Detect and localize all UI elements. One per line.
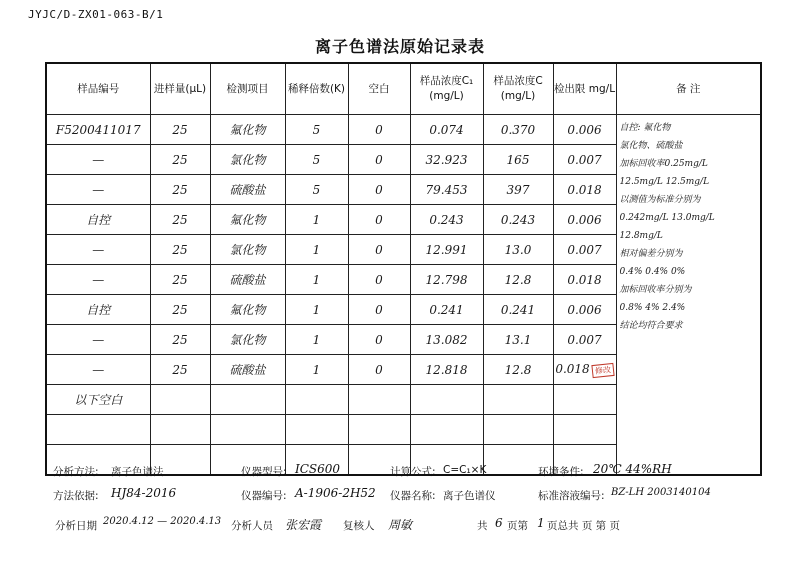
blank-value: 0 bbox=[375, 272, 383, 287]
page-mid-label: 页第 bbox=[507, 520, 528, 532]
note-line: 以测值为标准分别为 bbox=[619, 195, 701, 205]
dilution: 1 bbox=[312, 242, 321, 257]
conc-c: 12.8 bbox=[504, 272, 532, 287]
conc-c1-cell bbox=[410, 325, 483, 355]
test-item-cell bbox=[210, 175, 285, 205]
correction-stamp: 修改 bbox=[591, 363, 614, 378]
dilution: 1 bbox=[312, 302, 321, 317]
sample-id-cell bbox=[46, 385, 150, 415]
conc-c-cell bbox=[483, 175, 553, 205]
sample-id: F5200411017 bbox=[55, 122, 141, 137]
conc-c-cell bbox=[483, 145, 553, 175]
blank-value: 0 bbox=[375, 242, 383, 257]
page-title: 离子色谱法原始记录表 bbox=[314, 37, 485, 56]
volume-cell bbox=[150, 415, 210, 445]
volume-cell bbox=[150, 175, 210, 205]
conc-c1: 0.074 bbox=[429, 122, 464, 137]
sample-id: — bbox=[92, 362, 105, 377]
conc-c: 0.241 bbox=[500, 302, 536, 317]
header-dilution: 稀释倍数(K) bbox=[285, 63, 348, 115]
dilution: 1 bbox=[312, 362, 321, 377]
model-label: 仪器型号: bbox=[241, 466, 287, 478]
sample-id-cell bbox=[46, 415, 150, 445]
page-suffix: 页总共 页 第 页 bbox=[547, 520, 621, 532]
volume-cell bbox=[150, 145, 210, 175]
volume: 25 bbox=[172, 242, 188, 257]
conc-c: 13.0 bbox=[504, 242, 532, 257]
dilution-cell bbox=[285, 235, 348, 265]
header-row bbox=[46, 63, 761, 115]
test-item: 氯化物 bbox=[229, 333, 266, 347]
conc-c-cell bbox=[483, 205, 553, 235]
sample-id: — bbox=[92, 332, 105, 347]
conc-c-cell bbox=[483, 415, 553, 445]
sample-id: 以下空白 bbox=[74, 393, 123, 407]
test-item-cell bbox=[210, 385, 285, 415]
test-item: 硫酸盐 bbox=[229, 183, 266, 197]
conc-c1: 12.991 bbox=[425, 242, 468, 257]
note-line: 0.242mg/L 13.0mg/L bbox=[619, 213, 715, 223]
reviewer-label: 复核人 bbox=[343, 520, 375, 532]
test-item-cell bbox=[210, 415, 285, 445]
record-table bbox=[45, 62, 762, 476]
dilution-cell bbox=[285, 265, 348, 295]
blank-value-cell bbox=[348, 175, 410, 205]
sample-id-cell bbox=[46, 235, 150, 265]
lod: 0.006 bbox=[567, 212, 602, 227]
lod-cell bbox=[553, 145, 616, 175]
conc-c: 165 bbox=[506, 152, 530, 167]
test-item-cell bbox=[210, 295, 285, 325]
lod: 0.018 bbox=[567, 272, 602, 287]
blank-value: 0 bbox=[375, 182, 383, 197]
dilution: 1 bbox=[312, 272, 321, 287]
document-id: JYJC/D-ZX01-063-B/1 bbox=[28, 8, 164, 21]
volume: 25 bbox=[172, 362, 188, 377]
analyst-signature: 张宏霞 bbox=[285, 518, 322, 532]
header-item: 检测项目 bbox=[210, 63, 285, 115]
conc-c-cell bbox=[483, 235, 553, 265]
header-conc-c1: 样品浓度C₁ (mg/L) bbox=[410, 63, 483, 115]
conc-c1: 79.453 bbox=[425, 182, 468, 197]
header-blank: 空白 bbox=[348, 63, 410, 115]
blank-value-cell bbox=[348, 235, 410, 265]
lod: 0.018 bbox=[555, 362, 590, 376]
lod: 0.006 bbox=[567, 302, 602, 317]
volume-cell bbox=[150, 355, 210, 385]
volume: 25 bbox=[172, 122, 188, 137]
test-item: 氯化物 bbox=[229, 153, 266, 167]
conc-c-cell bbox=[483, 265, 553, 295]
dilution: 1 bbox=[312, 332, 321, 347]
blank-value-cell bbox=[348, 145, 410, 175]
analyst-label: 分析人员 bbox=[231, 520, 273, 532]
volume-cell bbox=[150, 325, 210, 355]
lod: 0.018 bbox=[567, 182, 602, 197]
volume: 25 bbox=[172, 152, 188, 167]
sample-id: — bbox=[92, 152, 105, 167]
instr-no-label: 仪器编号: bbox=[241, 490, 287, 502]
conc-c1-cell bbox=[410, 235, 483, 265]
blank-value-cell bbox=[348, 115, 410, 145]
dilution-cell bbox=[285, 325, 348, 355]
dilution: 5 bbox=[312, 122, 321, 137]
lod: 0.007 bbox=[567, 152, 602, 167]
page-number: 1 bbox=[537, 516, 545, 530]
blank-value-cell bbox=[348, 385, 410, 415]
note-line: 自控: 氟化物 bbox=[619, 123, 671, 133]
conc-c1: 12.798 bbox=[425, 272, 468, 287]
conc-c: 0.243 bbox=[500, 212, 536, 227]
reviewer-signature: 周敏 bbox=[388, 518, 413, 532]
test-item-cell bbox=[210, 145, 285, 175]
volume: 25 bbox=[172, 332, 188, 347]
lod: 0.006 bbox=[567, 122, 602, 137]
volume-cell bbox=[150, 385, 210, 415]
conc-c-cell bbox=[483, 385, 553, 415]
note-line: 12.8mg/L bbox=[619, 231, 663, 241]
volume-cell bbox=[150, 295, 210, 325]
blank-value-cell bbox=[348, 415, 410, 445]
blank-value: 0 bbox=[375, 122, 383, 137]
lod-cell bbox=[553, 115, 616, 145]
conc-c: 13.1 bbox=[504, 332, 532, 347]
dilution-cell bbox=[285, 385, 348, 415]
note-line: 0.4% 0.4% 0% bbox=[619, 267, 686, 277]
lod-cell bbox=[553, 205, 616, 235]
env-label: 环境条件: bbox=[538, 466, 584, 478]
sample-id-cell bbox=[46, 115, 150, 145]
conc-c1-cell bbox=[410, 385, 483, 415]
sample-id-cell bbox=[46, 175, 150, 205]
lod-cell bbox=[553, 385, 616, 415]
conc-c: 397 bbox=[506, 182, 530, 197]
header-sample-id: 样品编号 bbox=[46, 63, 150, 115]
conc-c1-cell bbox=[410, 415, 483, 445]
conc-c-cell bbox=[483, 115, 553, 145]
blank-value-cell bbox=[348, 355, 410, 385]
pages-label: 共 bbox=[477, 520, 488, 532]
header-conc-c: 样品浓度C (mg/L) bbox=[483, 63, 553, 115]
dilution: 1 bbox=[312, 212, 321, 227]
sample-id-cell bbox=[46, 355, 150, 385]
dilution: 5 bbox=[312, 182, 321, 197]
method-value: 离子色谱法 bbox=[111, 466, 164, 478]
blank-value: 0 bbox=[375, 332, 383, 347]
test-item: 硫酸盐 bbox=[229, 273, 266, 287]
note-line: 氯化物、硫酸盐 bbox=[619, 141, 683, 151]
conc-c: 0.370 bbox=[500, 122, 536, 137]
dilution-cell bbox=[285, 175, 348, 205]
formula-value: C=C₁×K bbox=[443, 464, 487, 476]
test-item-cell bbox=[210, 325, 285, 355]
note-line: 加标回收率0.25mg/L bbox=[619, 159, 708, 169]
test-item-cell bbox=[210, 355, 285, 385]
header-notes: 备 注 bbox=[616, 63, 761, 115]
dilution-cell bbox=[285, 145, 348, 175]
volume-cell bbox=[150, 265, 210, 295]
dilution-cell bbox=[285, 295, 348, 325]
test-item: 氟化物 bbox=[229, 303, 266, 317]
test-item: 氟化物 bbox=[229, 213, 266, 227]
conc-c-cell bbox=[483, 295, 553, 325]
lod-cell bbox=[553, 295, 616, 325]
sample-id-cell bbox=[46, 295, 150, 325]
volume: 25 bbox=[172, 302, 188, 317]
blank-value-cell bbox=[348, 265, 410, 295]
test-item-cell bbox=[210, 235, 285, 265]
conc-c1-cell bbox=[410, 295, 483, 325]
volume-cell bbox=[150, 235, 210, 265]
note-line: 0.8% 4% 2.4% bbox=[619, 303, 686, 313]
dilution-cell bbox=[285, 115, 348, 145]
model-value: ICS600 bbox=[295, 462, 341, 476]
header-volume: 进样量(μL) bbox=[150, 63, 210, 115]
lod-cell bbox=[553, 415, 616, 445]
conc-c1: 0.243 bbox=[429, 212, 464, 227]
test-item: 氟化物 bbox=[229, 123, 266, 137]
conc-c1: 0.241 bbox=[429, 302, 464, 317]
conc-c1-cell bbox=[410, 145, 483, 175]
lod: 0.007 bbox=[567, 242, 602, 257]
sample-id: — bbox=[92, 182, 105, 197]
date-value: 2020.4.12 — 2020.4.13 bbox=[103, 516, 222, 527]
blank-value: 0 bbox=[375, 152, 383, 167]
basis-value: HJ84-2016 bbox=[111, 486, 177, 500]
blank-value-cell bbox=[348, 295, 410, 325]
conc-c1-cell bbox=[410, 175, 483, 205]
conc-c1-cell bbox=[410, 355, 483, 385]
date-label: 分析日期 bbox=[55, 520, 97, 532]
header-lod: 检出限 mg/L bbox=[553, 63, 616, 115]
lod-cell bbox=[553, 265, 616, 295]
method-label: 分析方法: bbox=[53, 466, 99, 478]
pages-total: 6 bbox=[495, 516, 503, 530]
note-line: 12.5mg/L 12.5mg/L bbox=[619, 177, 710, 187]
test-item: 氯化物 bbox=[229, 243, 266, 257]
lod-cell bbox=[553, 355, 616, 385]
conc-c1: 32.923 bbox=[425, 152, 468, 167]
lod-cell bbox=[553, 175, 616, 205]
sample-id: 自控 bbox=[86, 303, 111, 317]
basis-label: 方法依据: bbox=[53, 490, 99, 502]
test-item: 硫酸盐 bbox=[229, 363, 266, 377]
dilution-cell bbox=[285, 355, 348, 385]
sample-id-cell bbox=[46, 265, 150, 295]
sample-id-cell bbox=[46, 145, 150, 175]
note-line: 相对偏差分别为 bbox=[619, 249, 683, 259]
dilution: 5 bbox=[312, 152, 321, 167]
dilution-cell bbox=[285, 415, 348, 445]
std-value: BZ-LH 2003140104 bbox=[611, 487, 711, 498]
sample-id: — bbox=[92, 272, 105, 287]
dilution-cell bbox=[285, 205, 348, 235]
lod: 0.007 bbox=[567, 332, 602, 347]
test-item-cell bbox=[210, 205, 285, 235]
volume: 25 bbox=[172, 212, 188, 227]
volume: 25 bbox=[172, 272, 188, 287]
lod-cell bbox=[553, 325, 616, 355]
conc-c1-cell bbox=[410, 115, 483, 145]
conc-c: 12.8 bbox=[504, 362, 532, 377]
test-item-cell bbox=[210, 115, 285, 145]
instr-no-value: A-1906-2H52 bbox=[295, 486, 376, 500]
sample-id-cell bbox=[46, 205, 150, 235]
sample-id: 自控 bbox=[86, 213, 111, 227]
blank-value-cell bbox=[348, 325, 410, 355]
sample-id-cell bbox=[46, 325, 150, 355]
formula-label: 计算公式: bbox=[390, 466, 436, 478]
sample-id: — bbox=[92, 242, 105, 257]
blank-value-cell bbox=[348, 205, 410, 235]
conc-c-cell bbox=[483, 355, 553, 385]
instr-name-value: 离子色谱仪 bbox=[443, 490, 496, 502]
conc-c1-cell bbox=[410, 205, 483, 235]
instr-name-label: 仪器名称: bbox=[390, 490, 436, 502]
conc-c1-cell bbox=[410, 265, 483, 295]
conc-c-cell bbox=[483, 325, 553, 355]
volume-cell bbox=[150, 205, 210, 235]
lod-cell bbox=[553, 235, 616, 265]
conc-c1: 13.082 bbox=[425, 332, 468, 347]
blank-value: 0 bbox=[375, 302, 383, 317]
volume: 25 bbox=[172, 182, 188, 197]
notes-cell bbox=[616, 115, 761, 475]
std-label: 标准溶液编号: bbox=[538, 490, 605, 502]
table-row bbox=[46, 115, 761, 145]
blank-value: 0 bbox=[375, 362, 383, 377]
env-value: 20℃ 44%RH bbox=[593, 462, 672, 476]
volume-cell bbox=[150, 115, 210, 145]
blank-value: 0 bbox=[375, 212, 383, 227]
note-line: 结论均符合要求 bbox=[619, 321, 683, 331]
conc-c1: 12.818 bbox=[425, 362, 468, 377]
note-line: 加标回收率分别为 bbox=[619, 285, 692, 295]
test-item-cell bbox=[210, 265, 285, 295]
